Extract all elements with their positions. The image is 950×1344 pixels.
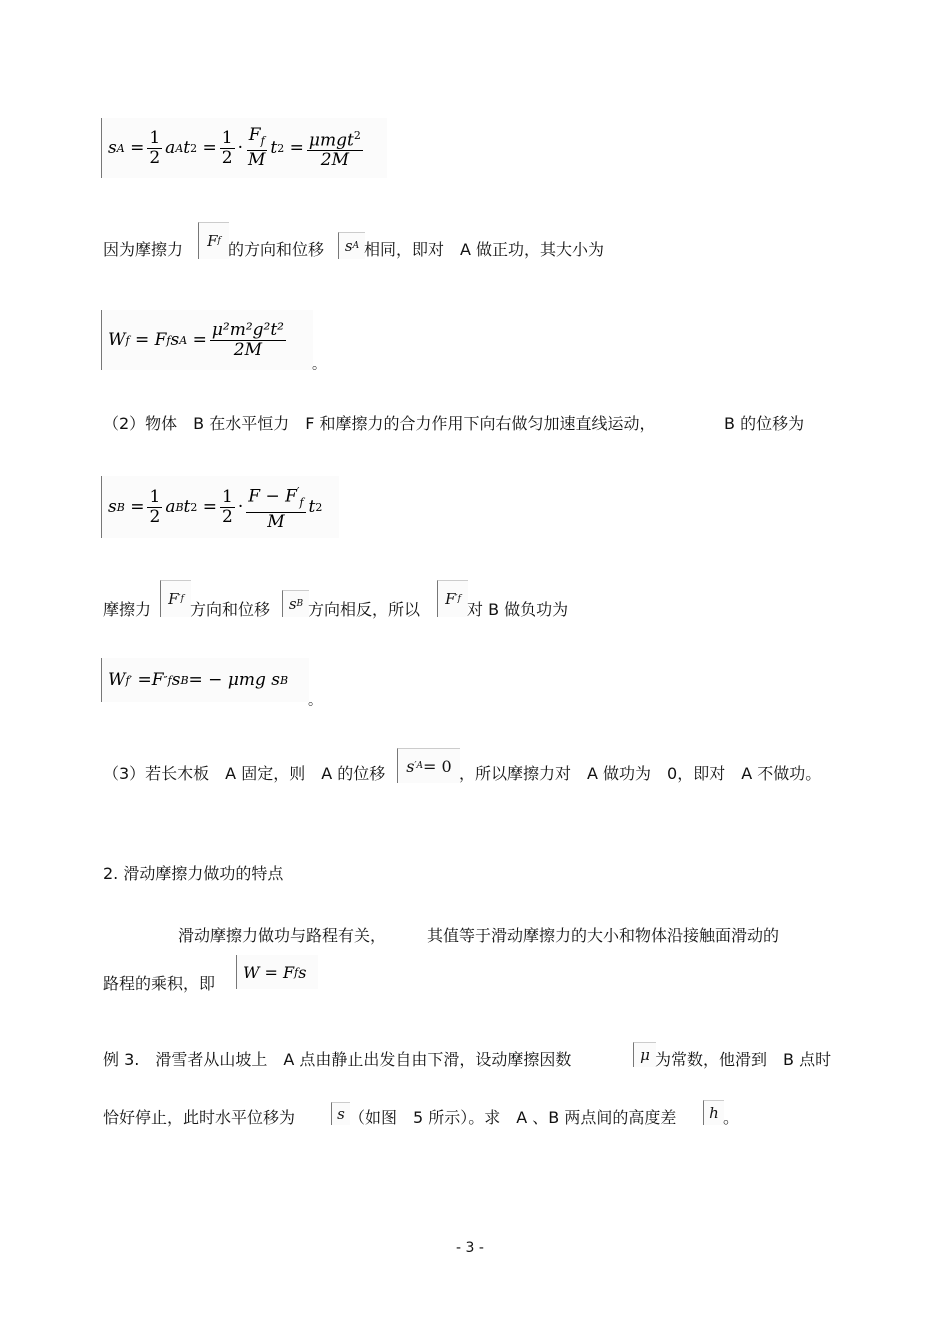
paragraph-friction-B: 摩擦力 — [103, 600, 152, 619]
example-3-line1-b: 为常数，他滑到 B 点时 — [655, 1050, 832, 1069]
inline-formula-Ff-prime-2: F ′ f — [437, 580, 468, 617]
inline-formula-Ff-prime: F ′ f — [160, 580, 191, 617]
paragraph-friction-B-d: 对 B 做负功为 — [467, 600, 569, 619]
page-number: - 3 - — [456, 1240, 484, 1256]
inline-formula-sB: s B — [282, 590, 309, 617]
formula-sA: s A = $\frac{1}{2}$ a A t 2 = $\frac{1}{2}$ · $\frac{F_f}{M}$ t 2 = $\frac{\mu mgt^2}{2M}$ — [101, 118, 387, 178]
formula-W: W = F f s — [236, 955, 318, 989]
inline-formula-Ff: F f — [198, 222, 229, 259]
inline-formula-s: s — [331, 1102, 350, 1125]
example-3-line1: 例 3. 滑雪者从山坡上 A 点由静止出发自由下滑，设动摩擦因数 — [103, 1050, 572, 1069]
inline-formula-h: h — [703, 1100, 724, 1125]
formula-Wf: W f = F f s A = $\frac{\text{μ²m²g²t²}}{2M}$ — [101, 310, 313, 370]
paragraph-sliding-friction: 滑动摩擦力做功与路程有关， — [178, 926, 387, 945]
paragraph-friction-direction: 因为摩擦力 — [103, 240, 184, 259]
paragraph-fixed-board-b: ，所以摩擦力对 A 做功为 0，即对 A 不做功。 — [459, 764, 822, 783]
period: 。 — [312, 357, 326, 373]
paragraph-object-B-end: B 的位移为 — [724, 414, 805, 433]
inline-formula-sA-zero: s ′ A = 0 — [397, 748, 460, 783]
paragraph-fixed-board: （3）若长木板 A 固定，则 A 的位移 — [103, 764, 386, 783]
example-3-line2-b: （如图 5 所示）。求 A 、B 两点间的高度差 — [349, 1108, 677, 1127]
period: 。 — [308, 693, 322, 709]
formula-sB: s B = $\frac{1}{2}$ a B t 2 = $\frac{1}{2}$ · $\frac{F - F'_f}{M}$ t 2 — [101, 476, 339, 538]
paragraph-sliding-friction-b: 其值等于滑动摩擦力的大小和物体沿接触面滑动的 — [427, 926, 780, 945]
paragraph-object-B: （2）物体 B 在水平恒力 F 和摩擦力的合力作用下向右做匀加速直线运动， — [103, 414, 656, 433]
paragraph-friction-direction-b: 的方向和位移 — [228, 240, 325, 259]
paragraph-friction-direction-c: 相同，即对 A 做正功，其大小为 — [364, 240, 605, 259]
paragraph-friction-B-b: 方向和位移 — [190, 600, 271, 619]
section-heading: 2. 滑动摩擦力做功的特点 — [103, 864, 284, 883]
example-3-line2-c: 。 — [723, 1108, 740, 1127]
formula-WfB: W f′ = F ″ f s B = − μmg s B — [101, 658, 309, 702]
inline-formula-sA: s A — [338, 232, 365, 259]
paragraph-sliding-friction-c: 路程的乘积，即 — [103, 974, 216, 993]
example-3-line2: 恰好停止，此时水平位移为 — [103, 1108, 296, 1127]
inline-formula-mu: μ — [633, 1042, 656, 1067]
paragraph-friction-B-c: 方向相反，所以 — [308, 600, 421, 619]
